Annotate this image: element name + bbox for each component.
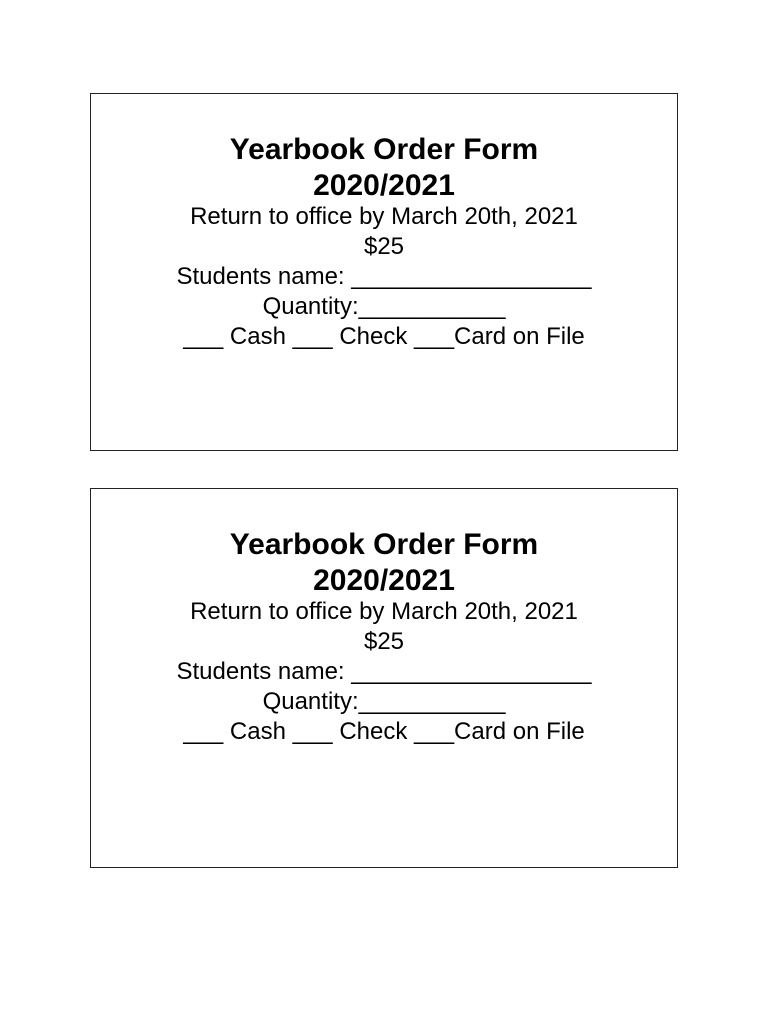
- price: $25: [363, 628, 405, 655]
- order-form-content: [91, 489, 677, 747]
- order-form-card: [90, 93, 678, 451]
- payment-options: ___ Cash ___ Check ___Card on File: [183, 718, 585, 745]
- student-name-field: Students name: __________________: [176, 263, 592, 290]
- return-note: Return to office by March 20th, 2021: [190, 598, 578, 625]
- order-form-card: [90, 488, 678, 868]
- form-year: 2020/2021: [313, 564, 455, 597]
- student-name-field: Students name: __________________: [176, 658, 592, 685]
- price: $25: [363, 233, 405, 260]
- payment-options: ___ Cash ___ Check ___Card on File: [183, 323, 585, 350]
- return-note: Return to office by March 20th, 2021: [190, 203, 578, 230]
- order-form-content: [91, 94, 677, 352]
- form-title: Yearbook Order Form: [229, 133, 539, 166]
- quantity-field: Quantity:___________: [262, 293, 506, 320]
- form-title: Yearbook Order Form: [229, 528, 539, 561]
- quantity-field: Quantity:___________: [262, 688, 506, 715]
- form-year: 2020/2021: [313, 169, 455, 202]
